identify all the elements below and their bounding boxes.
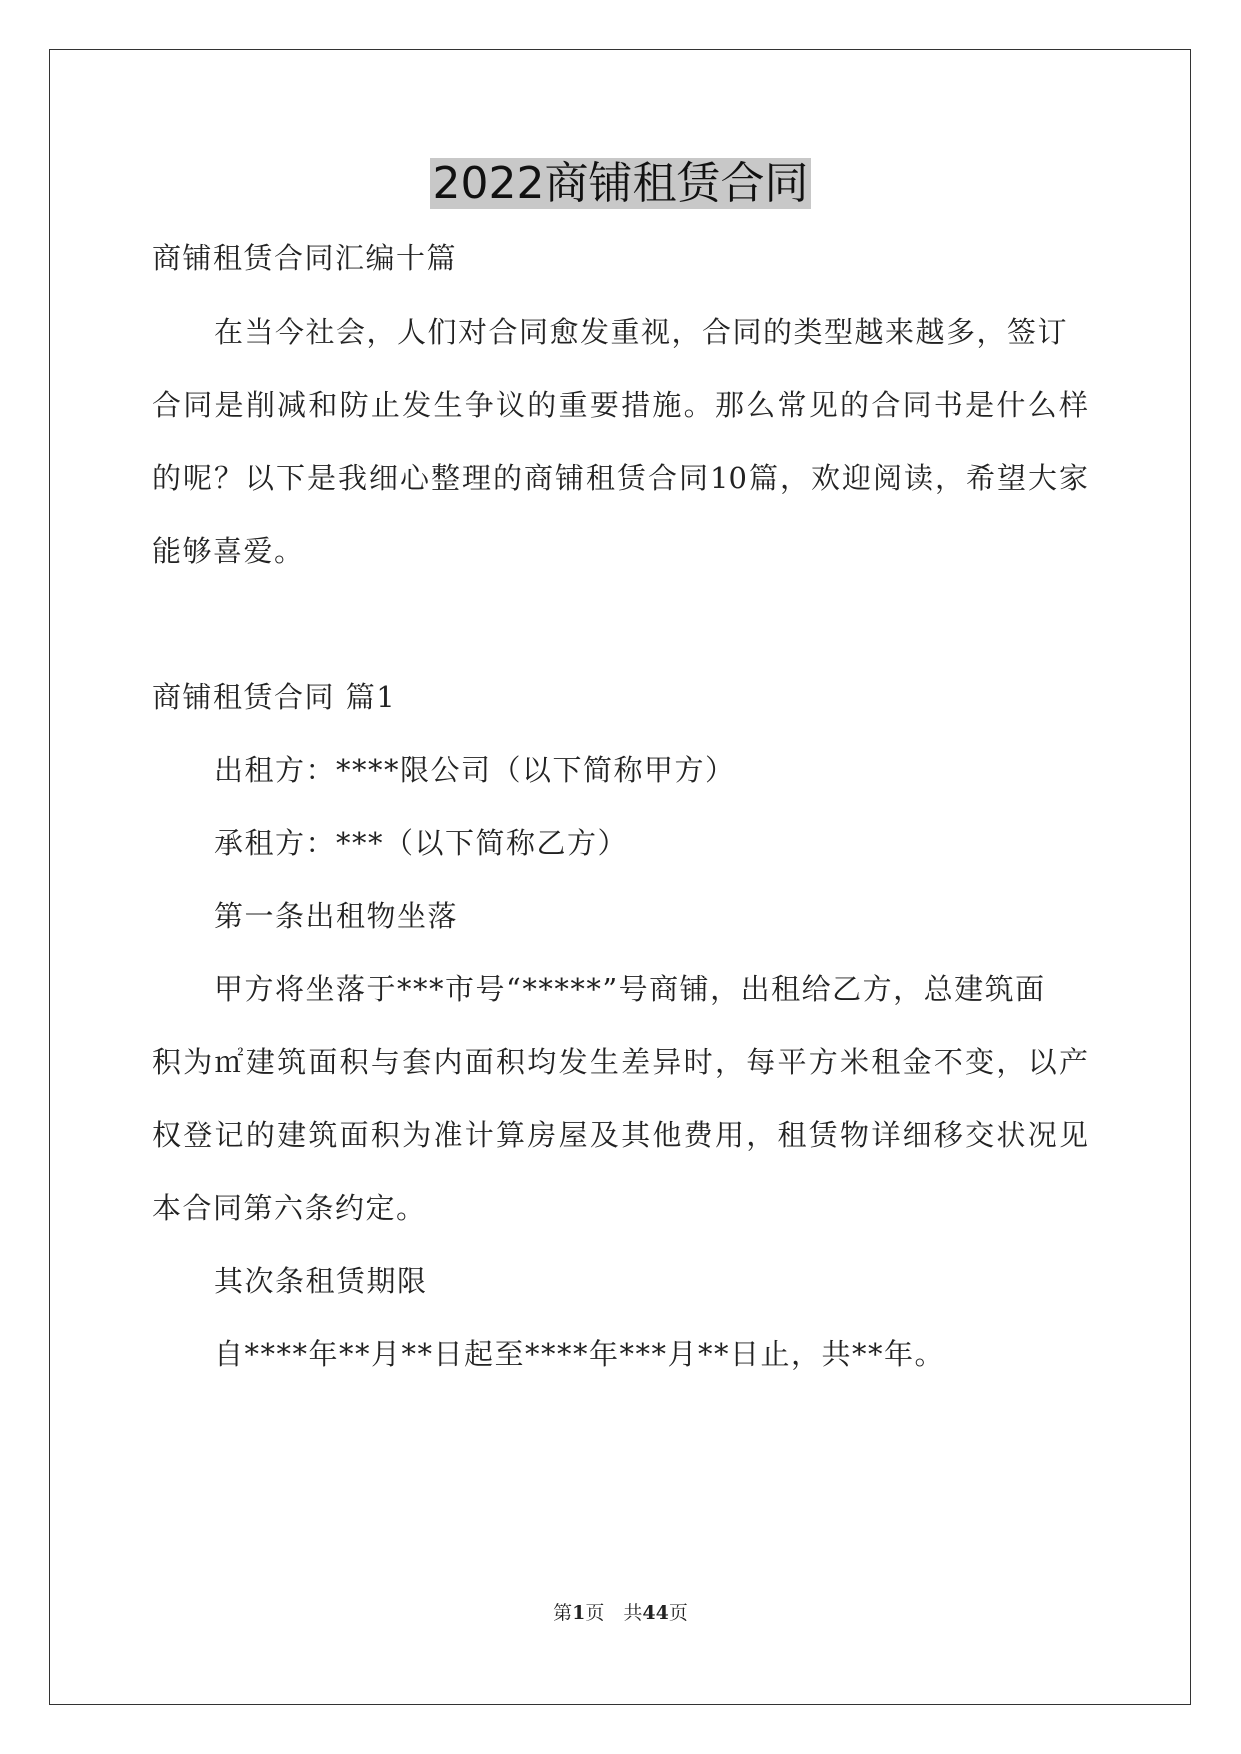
article-1-line-2: 积为㎡建筑面积与套内面积均发生差异时，每平方米租金不变，以产 (152, 1045, 1088, 1079)
intro-line-1: 在当今社会，人们对合同愈发重视，合同的类型越来越多，签订 (214, 315, 1069, 349)
lessee-line: 承租方：***（以下简称乙方） (214, 826, 629, 860)
article-1-line-4: 本合同第六条约定。 (152, 1191, 427, 1225)
page-footer (0, 1600, 1241, 1626)
footer-page-suffix: 页 (668, 1602, 688, 1624)
footer-page-number: 1 (572, 1602, 586, 1624)
footer-page-mid: 页 共 (585, 1602, 643, 1624)
section-heading: 商铺租赁合同 篇1 (152, 680, 397, 714)
article-1-line-1: 甲方将坐落于***市号“*****”号商铺，出租给乙方，总建筑面 (214, 972, 1046, 1006)
intro-line-4: 能够喜爱。 (152, 534, 305, 568)
page-border (49, 49, 1191, 1705)
article-2-heading: 其次条租赁期限 (214, 1264, 428, 1298)
document-subtitle: 商铺租赁合同汇编十篇 (152, 241, 458, 275)
document-title (0, 152, 1241, 216)
article-1-heading: 第一条出租物坐落 (214, 899, 459, 933)
intro-line-3: 的呢？以下是我细心整理的商铺租赁合同10篇，欢迎阅读，希望大家 (152, 461, 1088, 495)
intro-line-2: 合同是削减和防止发生争议的重要措施。那么常见的合同书是什么样 (152, 388, 1088, 422)
footer-total-pages: 44 (642, 1602, 669, 1624)
document-title-text: 2022商铺租赁合同 (430, 158, 812, 209)
article-2-line-1: 自****年**月**日起至****年***月**日止，共**年。 (214, 1337, 946, 1371)
footer-page-prefix: 第 (553, 1602, 573, 1624)
article-1-line-3: 权登记的建筑面积为准计算房屋及其他费用，租赁物详细移交状况见 (152, 1118, 1088, 1152)
lessor-line: 出租方：****限公司（以下简称甲方） (214, 753, 736, 787)
